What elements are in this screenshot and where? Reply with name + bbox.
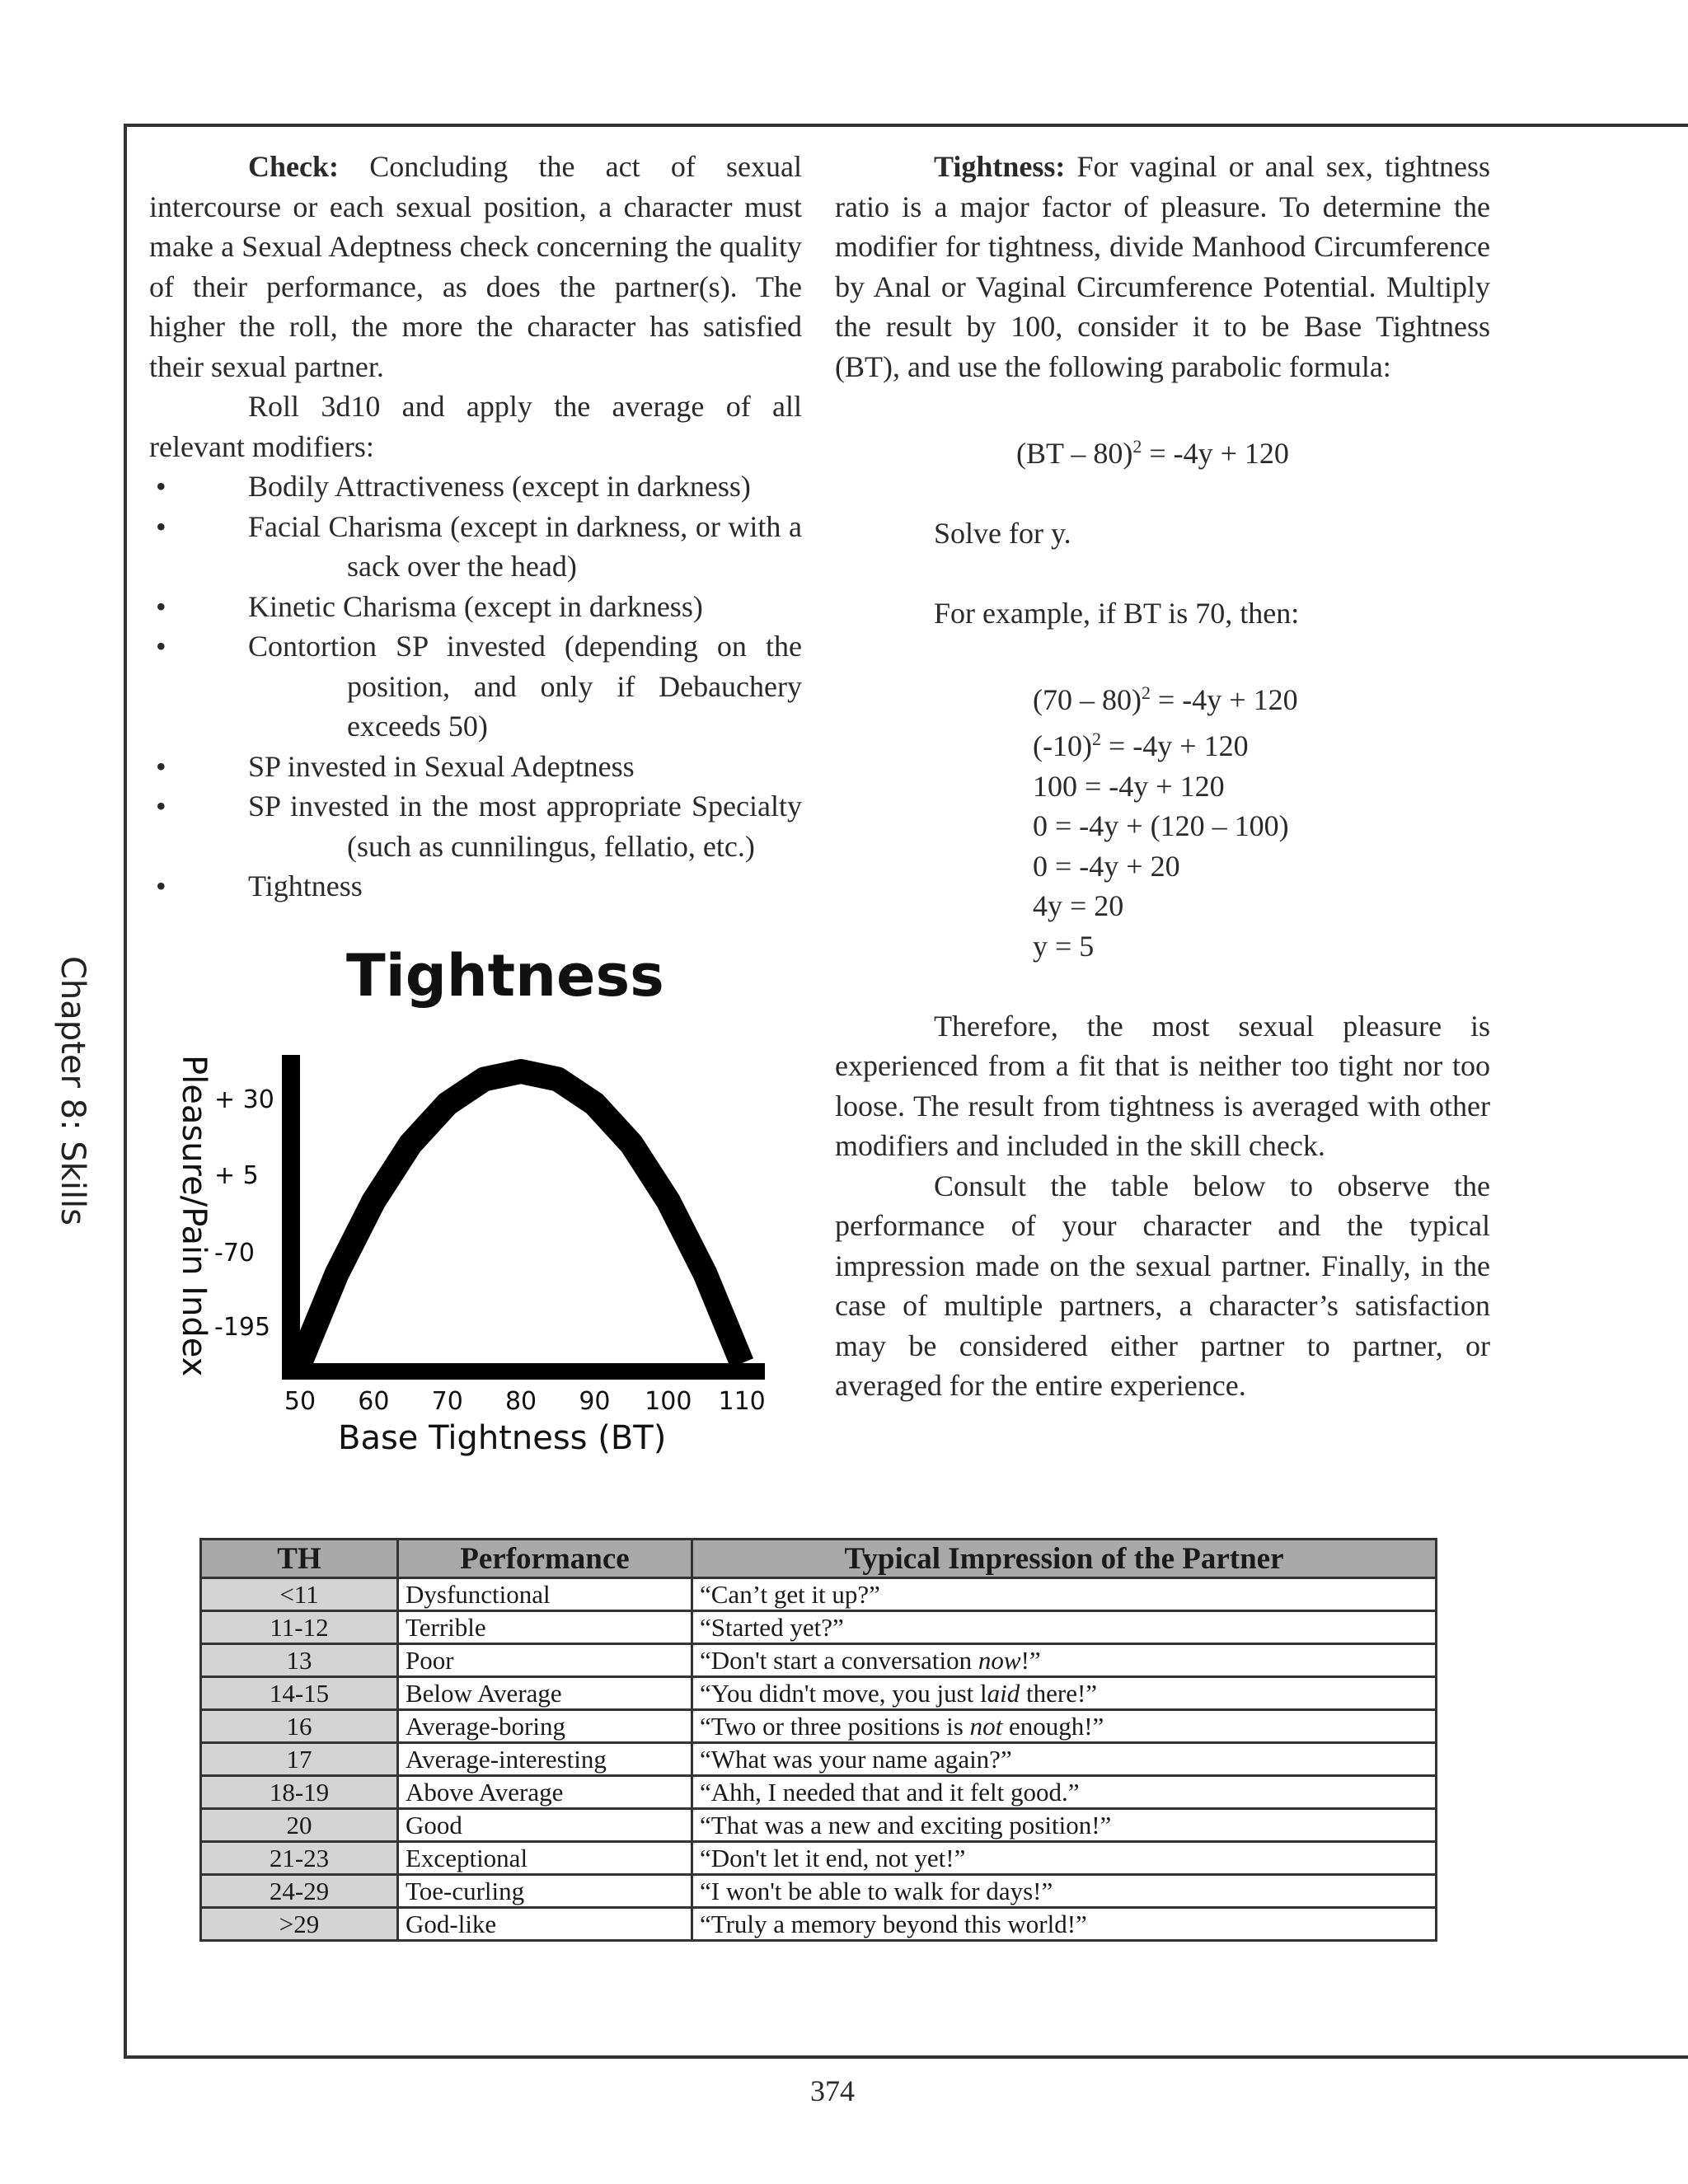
consult-paragraph: Consult the table below to observe the performance of your character and the typical impression made on the sexual partner. Finally, in the case of multiple partners, a character’s satisfaction may be considered either partner to partner, or averaged for the entire experience. <box>835 1169 1490 1402</box>
example-line: For example, if BT is 70, then: <box>934 596 1300 630</box>
th-cell: 13 <box>201 1644 398 1677</box>
th-cell: >29 <box>201 1908 398 1941</box>
modifier-text: Facial Charisma (except in darkness, or with a sack over the head) <box>248 509 802 583</box>
list-item <box>149 866 802 907</box>
page-number: 374 <box>810 2074 855 2107</box>
math-term: = -4y + 120 <box>1100 729 1249 762</box>
th-cell: 16 <box>201 1710 398 1743</box>
list-item <box>149 786 802 866</box>
math-line: 0 = -4y + (120 – 100) <box>1033 809 1289 842</box>
th-cell: <11 <box>201 1578 398 1611</box>
performance-cell: Below Average <box>398 1677 692 1710</box>
performance-cell: Toe-curling <box>398 1875 692 1908</box>
formula-exponent: 2 <box>1132 435 1142 457</box>
th-cell: 14-15 <box>201 1677 398 1710</box>
bullet-glyph: • <box>156 749 166 783</box>
table-row <box>201 1743 1437 1776</box>
table-row <box>201 1611 1437 1644</box>
math-line <box>1033 719 1490 766</box>
list-item <box>149 587 802 627</box>
impression-cell <box>692 1776 1437 1809</box>
math-term: (-10) <box>1033 729 1092 762</box>
modifier-list <box>149 466 802 907</box>
impression-text: “Don't let it end, not yet!” <box>700 1843 966 1872</box>
performance-cell: Average-boring <box>398 1710 692 1743</box>
chart-y-axis-label: Pleasure/Pain Index <box>175 1055 213 1377</box>
impression-cell <box>692 1743 1437 1776</box>
chart-x-tick-label: 90 <box>579 1387 611 1416</box>
math-line: 0 = -4y + 20 <box>1033 849 1180 883</box>
math-line: 4y = 20 <box>1033 889 1124 922</box>
impression-text: “I won't be able to walk for days!” <box>700 1876 1053 1905</box>
page-frame-top <box>124 124 1688 127</box>
chart-series-line <box>300 1071 742 1363</box>
math-line: y = 5 <box>1033 929 1095 963</box>
formula-right: = -4y + 120 <box>1142 436 1289 470</box>
table-row <box>201 1578 1437 1611</box>
impression-cell <box>692 1842 1437 1875</box>
math-line: 100 = -4y + 120 <box>1033 769 1225 803</box>
right-column <box>835 147 1490 1406</box>
performance-table <box>199 1538 1437 1942</box>
left-column <box>149 147 802 907</box>
th-cell: 17 <box>201 1743 398 1776</box>
th-cell: 20 <box>201 1809 398 1842</box>
table-row <box>201 1710 1437 1743</box>
impression-emphasis: not <box>969 1711 1003 1741</box>
performance-cell: Exceptional <box>398 1842 692 1875</box>
therefore-paragraph: Therefore, the most sexual pleasure is experienced from a fit that is neither too tight nor too loose. The result from tightness is averaged with other modifiers and included in the skill check. <box>835 1009 1490 1162</box>
impression-cell <box>692 1809 1437 1842</box>
chart-x-axis <box>282 1363 765 1380</box>
page-frame-bottom <box>124 2055 1688 2059</box>
bullet-glyph: • <box>156 630 166 663</box>
modifier-text: Kinetic Charisma (except in darkness) <box>248 589 703 623</box>
impression-emphasis: now <box>978 1645 1021 1675</box>
math-line <box>1033 673 1490 720</box>
chart-y-tick-label: + 5 <box>214 1161 259 1190</box>
chart-x-tick-label: 80 <box>504 1387 537 1416</box>
impression-text: “You didn't move, you just l <box>700 1678 987 1708</box>
modifier-text: SP invested in the most appropriate Specialty (such as cunnilingus, fellatio, etc.) <box>248 790 802 863</box>
impression-text: “Two or three positions is <box>700 1711 970 1741</box>
roll-paragraph: Roll 3d10 and apply the average of all relevant modifiers: <box>149 390 802 463</box>
impression-text: there!” <box>1020 1678 1098 1708</box>
th-cell: 18-19 <box>201 1776 398 1809</box>
impression-text: “Can’t get it up?” <box>700 1579 880 1609</box>
solve-line: Solve for y. <box>934 516 1071 550</box>
performance-cell: God-like <box>398 1908 692 1941</box>
chart-title: Tightness <box>346 948 664 1010</box>
th-cell: 11-12 <box>201 1611 398 1644</box>
chart-x-tick-label: 70 <box>431 1387 463 1416</box>
impression-text: “What was your name again?” <box>700 1744 1012 1774</box>
table-row <box>201 1776 1437 1809</box>
bullet-glyph: • <box>156 509 166 543</box>
tightness-chart <box>165 948 791 1475</box>
modifier-text: SP invested in Sexual Adeptness <box>248 749 635 783</box>
bullet-glyph: • <box>156 869 166 902</box>
check-heading: Check: <box>248 150 339 183</box>
page-frame-left <box>124 124 127 2059</box>
math-exponent: 2 <box>1091 729 1101 749</box>
chart-y-tick-label: -195 <box>214 1313 271 1342</box>
check-text: Concluding the act of sexual intercourse or each sexual position, a character must make a Sexual Adeptness check concerning the quality of their performance, as does the partner(s). The higher the roll, the more the character has satisfied their sexual partner. <box>149 150 802 383</box>
impression-text: “Started yet?” <box>700 1612 844 1642</box>
impression-cell <box>692 1611 1437 1644</box>
tightness-heading: Tightness: <box>934 150 1066 183</box>
chart-y-ticks <box>214 1085 274 1342</box>
list-item <box>149 626 802 747</box>
impression-text: !” <box>1020 1645 1041 1675</box>
impression-cell <box>692 1644 1437 1677</box>
math-term: (70 – 80) <box>1033 682 1142 716</box>
impression-cell <box>692 1908 1437 1941</box>
table-row <box>201 1875 1437 1908</box>
th-cell: 24-29 <box>201 1875 398 1908</box>
impression-cell <box>692 1578 1437 1611</box>
bullet-glyph: • <box>156 470 166 503</box>
chapter-label: Chapter 8: Skills <box>54 956 91 1226</box>
impression-text: “Truly a memory beyond this world!” <box>700 1909 1087 1938</box>
chart-x-tick-label: 50 <box>284 1387 316 1416</box>
performance-table-body <box>201 1578 1437 1941</box>
impression-column-header: Typical Impression of the Partner <box>692 1540 1437 1578</box>
impression-text: “Don't start a conversation <box>700 1645 978 1675</box>
th-cell: 21-23 <box>201 1842 398 1875</box>
impression-cell <box>692 1710 1437 1743</box>
table-row <box>201 1809 1437 1842</box>
modifier-text: Tightness <box>248 869 363 902</box>
tightness-paragraph <box>835 147 1490 387</box>
impression-text: “That was a new and exciting position!” <box>700 1810 1112 1840</box>
chart-x-axis-label: Base Tightness (BT) <box>338 1419 667 1457</box>
impression-text: enough!” <box>1002 1711 1104 1741</box>
tightness-text: For vaginal or anal sex, tightness ratio is a major factor of pleasure. To determine the modifier for tightness, divide Manhood Circumference by Anal or Vaginal Circumference Potential. Multiply the result by 100, consider it to be Base Tightness (BT), and use the following parabolic formula: <box>835 150 1490 383</box>
performance-column-header: Performance <box>398 1540 692 1578</box>
list-item <box>149 466 802 507</box>
table-row <box>201 1908 1437 1941</box>
performance-cell: Poor <box>398 1644 692 1677</box>
modifier-text: Bodily Attractiveness (except in darkness) <box>248 470 751 503</box>
impression-cell <box>692 1677 1437 1710</box>
modifier-text: Contortion SP invested (depending on the position, and only if Debauchery exceeds 50) <box>248 630 802 743</box>
performance-cell: Above Average <box>398 1776 692 1809</box>
chart-x-ticks <box>284 1387 766 1416</box>
math-term: = -4y + 120 <box>1150 682 1298 716</box>
chart-y-axis <box>282 1055 300 1380</box>
table-header-row <box>201 1540 1437 1578</box>
impression-cell <box>692 1875 1437 1908</box>
bullet-glyph: • <box>156 790 166 823</box>
performance-cell: Good <box>398 1809 692 1842</box>
table-row <box>201 1644 1437 1677</box>
parabolic-formula <box>835 427 1490 474</box>
chart-plot-area <box>300 1071 742 1363</box>
chart-y-tick-label: + 30 <box>214 1085 274 1114</box>
chart-y-tick-label: -70 <box>214 1239 255 1268</box>
impression-emphasis: aid <box>987 1678 1020 1708</box>
impression-text: “Ahh, I needed that and it felt good.” <box>700 1777 1080 1807</box>
chart-x-tick-label: 100 <box>645 1387 692 1416</box>
list-item <box>149 747 802 787</box>
table-row <box>201 1842 1437 1875</box>
table-row <box>201 1677 1437 1710</box>
chart-x-tick-label: 110 <box>718 1387 766 1416</box>
check-paragraph <box>149 147 802 387</box>
list-item <box>149 507 802 587</box>
worked-example <box>835 673 1490 967</box>
performance-cell: Average-interesting <box>398 1743 692 1776</box>
chart-x-tick-label: 60 <box>358 1387 390 1416</box>
bullet-glyph: • <box>156 589 166 623</box>
math-exponent: 2 <box>1141 682 1151 703</box>
performance-cell: Terrible <box>398 1611 692 1644</box>
th-column-header: TH <box>201 1540 398 1578</box>
formula-left: (BT – 80) <box>1016 436 1133 470</box>
performance-cell: Dysfunctional <box>398 1578 692 1611</box>
